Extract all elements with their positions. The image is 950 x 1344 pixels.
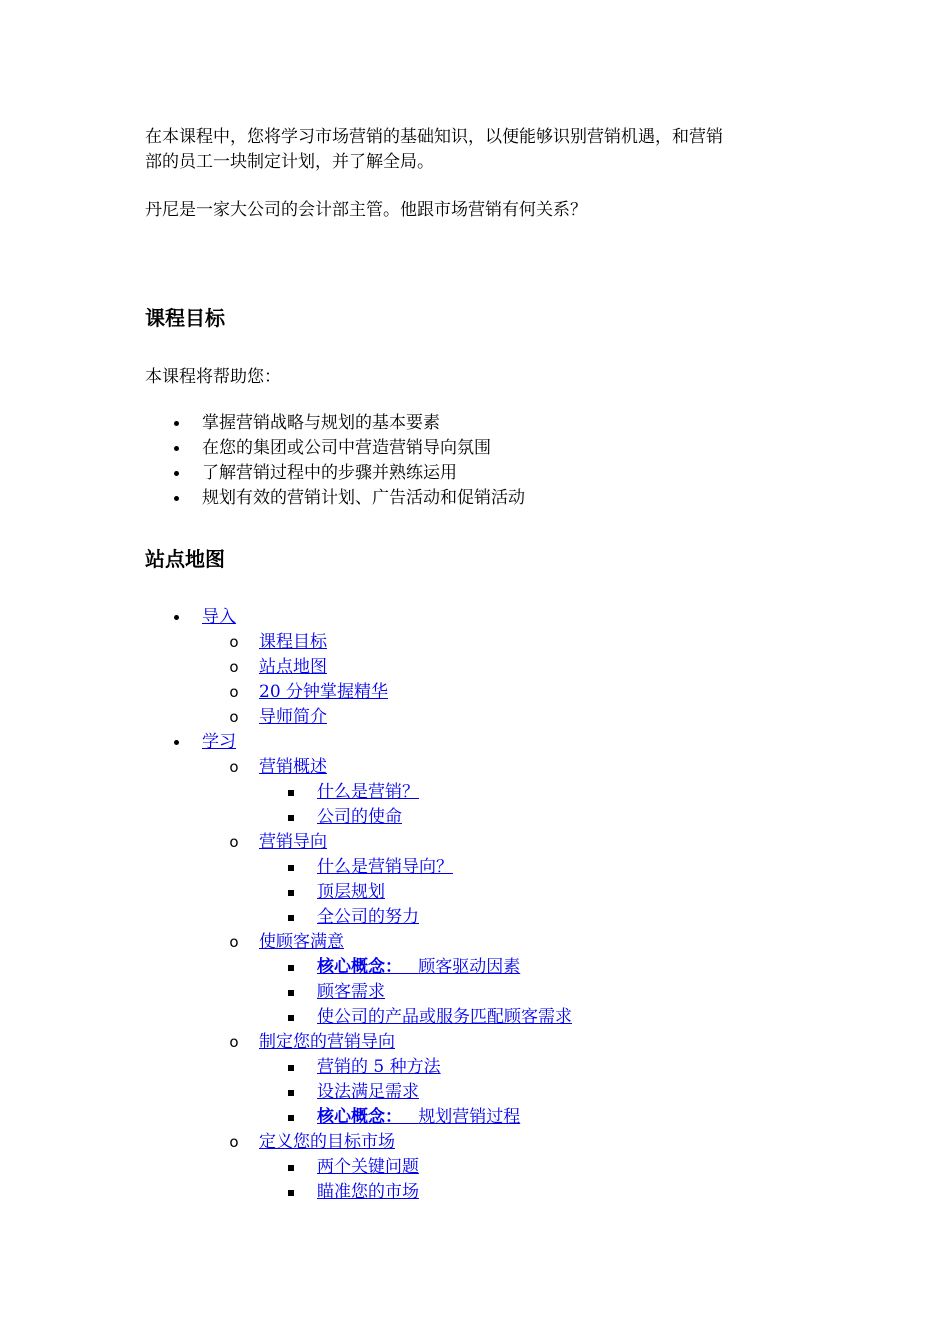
key-concept-text: 顾客驱动因素 [418, 957, 521, 977]
link-key-concept-customer-drivers[interactable] [317, 955, 520, 980]
bullet-circle: o [229, 683, 239, 701]
bullet-square [281, 1180, 301, 1205]
link-two-key-questions[interactable]: 两个关键问题 [317, 1157, 419, 1177]
bullet-dot [166, 461, 186, 486]
link-target-your-market[interactable]: 瞄准您的市场 [317, 1182, 419, 1202]
intro-line-1: 在本课程中，您将学习市场营销的基础知识，以便能够识别营销机遇，和营销 [145, 127, 723, 147]
link-marketing-orientation[interactable]: 营销导向 [259, 832, 327, 852]
bullet-square [281, 1080, 301, 1105]
link-define-target-market[interactable]: 定义您的目标市场 [259, 1132, 395, 1152]
bullet-circle: o [229, 758, 239, 776]
bullet-square [281, 880, 301, 905]
bullet-dot [166, 730, 186, 755]
bullet-square [281, 980, 301, 1005]
bullet-square [281, 955, 301, 980]
bullet-square [281, 1105, 301, 1130]
bullet-circle: o [229, 833, 239, 851]
link-customer-satisfaction[interactable]: 使顾客满意 [259, 932, 344, 952]
bullet-circle: o [229, 1133, 239, 1151]
link-develop-orientation[interactable]: 制定您的营销导向 [259, 1032, 395, 1052]
link-match-products-to-needs[interactable]: 使公司的产品或服务匹配顾客需求 [317, 1007, 572, 1027]
link-company-mission[interactable]: 公司的使命 [317, 807, 402, 827]
link-company-wide-effort[interactable]: 全公司的努力 [317, 907, 419, 927]
link-top-level-planning[interactable]: 顶层规划 [317, 882, 385, 902]
link-learn[interactable]: 学习 [202, 732, 236, 752]
link-customer-needs[interactable]: 顾客需求 [317, 982, 385, 1002]
link-five-approaches[interactable]: 营销的 5 种方法 [317, 1057, 441, 1077]
link-20-minute-essentials[interactable]: 20 分钟掌握精华 [259, 682, 389, 702]
objectives-lead: 本课程将帮助您： [145, 367, 281, 387]
link-intro[interactable]: 导入 [202, 607, 236, 627]
bullet-circle: o [229, 933, 239, 951]
bullet-square [281, 805, 301, 830]
link-meet-needs[interactable]: 设法满足需求 [317, 1082, 419, 1102]
bullet-square [281, 780, 301, 805]
bullet-dot [166, 486, 186, 511]
bullet-dot [166, 411, 186, 436]
link-what-is-marketing-orientation[interactable]: 什么是营销导向？ [317, 857, 453, 877]
objectives-heading: 课程目标 [145, 306, 225, 330]
sitemap-heading: 站点地图 [145, 547, 225, 571]
document-page: 在本课程中，您将学习市场营销的基础知识，以便能够识别营销机遇，和营销 部的员工一块制定计划，并了解全局。 丹尼是一家大公司的会计部主管。他跟市场营销有何关系？ 课程目标 本课程将帮助您： 掌握营销战略与规划的基本要素 在您的集团或公司中营造营销导向氛围 了解营销过程中的步骤并熟练运用 规划有效的营销计划、广告活动和促销活动 站点地图 导入 o 课程目标 o 站点地图 o 20 分钟掌握精华 o 导师简介 学习 o 营销概述 什么是营销？ 公司的使命 o 营销导向 什么是营销导向？ 顶层规划 全公司的努力 o 使顾客满意 核心概念： 顾客驱动因素 顾客需求 使公司的产品或服务匹配顾客需求 o 制定您的营销导向 营销的 5 种方法 设法满足需求 核心概念： 规划营销过程 o 定义您的目标市场 两个关键问题 瞄准您的市场 [0, 0, 950, 1344]
link-course-objectives[interactable]: 课程目标 [259, 632, 327, 652]
bullet-square [281, 1055, 301, 1080]
bullet-square [281, 1155, 301, 1180]
key-concept-text: 规划营销过程 [418, 1107, 521, 1127]
bullet-dot [166, 605, 186, 630]
link-key-concept-plan-process[interactable] [317, 1105, 520, 1130]
intro-line-2: 部的员工一块制定计划，并了解全局。 [145, 152, 434, 172]
bullet-circle: o [229, 633, 239, 651]
bullet-square [281, 855, 301, 880]
bullet-circle: o [229, 708, 239, 726]
bullet-square [281, 905, 301, 930]
bullet-circle: o [229, 658, 239, 676]
bullet-circle: o [229, 1033, 239, 1051]
link-sitemap[interactable]: 站点地图 [259, 657, 327, 677]
link-what-is-marketing[interactable]: 什么是营销？ [317, 782, 419, 802]
key-concept-label: 核心概念： [317, 957, 402, 977]
link-marketing-overview[interactable]: 营销概述 [259, 757, 327, 777]
bullet-square [281, 1005, 301, 1030]
key-concept-label: 核心概念： [317, 1107, 402, 1127]
link-instructor-bio[interactable]: 导师简介 [259, 707, 327, 727]
intro-paragraph-2: 丹尼是一家大公司的会计部主管。他跟市场营销有何关系？ [145, 200, 587, 220]
bullet-dot [166, 436, 186, 461]
